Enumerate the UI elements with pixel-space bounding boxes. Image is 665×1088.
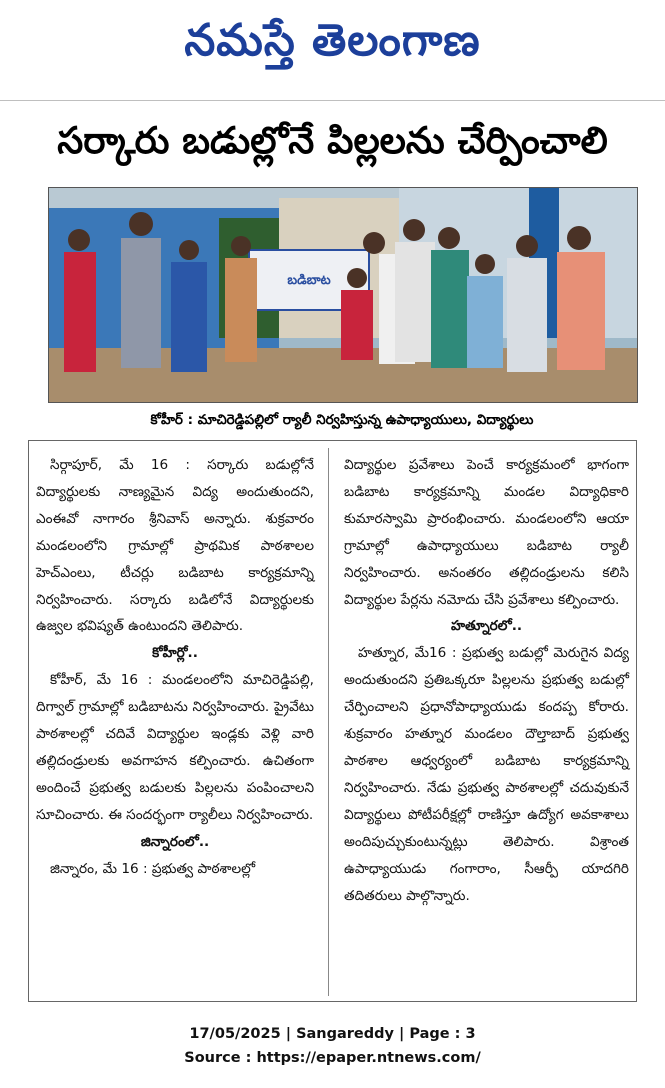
paragraph-kohir: కోహీర్, మే 16 : మండలంలోని మాచిరెడ్డిపల్లి, దిగ్వాల్ గ్రామాల్లో బడిబాటను నిర్వహించారు. ప్రైవేటు పాఠశాలల్లో చదివే విద్యార్థుల ఇండ్లకు వెళ్లి వారి తల్లిదండ్రులకు అవగాహన కల్పించారు. ఉచితంగా అందించే ప్రభుత్వ బడులకు పిల్లలను పంపించాలని సూచించారు. ఈ సందర్భంగా ర్యాలీలు నిర్వహించారు.: [36, 672, 314, 823]
footer-date-edition: 17/05/2025 | Sangareddy | Page : 3: [189, 1026, 476, 1042]
page-footer: [0, 1022, 665, 1070]
masthead-divider: [0, 100, 665, 101]
paragraph-sirgapur: సిర్గాపూర్, మే 16 : సర్కారు బడుల్లోనే విద్యార్థులకు నాణ్యమైన విద్య అందుతుందని, ఎంఈవో నాగారం శ్రీనివాస్ అన్నారు. శుక్రవారం మండలంలోని గ్రామాల్లో ప్రాథమిక పాఠశాలల హెచ్ఎంలు, టీచర్లు బడిబాట కార్యక్రమాన్ని నిర్వహించారు. సర్కారు బడిలోనే విద్యార్థులకు ఉజ్వల భవిష్యత్ ఉంటుందని తెలిపారు.: [36, 457, 314, 635]
subheading-jinnaram: జిన్నారంలో..: [140, 833, 210, 850]
article-column-left: [36, 452, 314, 883]
masthead: [0, 0, 665, 92]
newspaper-title: నమస్తే తెలంగాణ: [184, 15, 481, 66]
column-divider: [328, 448, 329, 996]
subheading-kohir: కోహీర్లో..: [152, 645, 198, 662]
subheading-hatnura: హత్నూరలో..: [450, 618, 523, 635]
photo-banner-text: బడిబాట: [287, 273, 331, 288]
paragraph-hatnura: హత్నూర, మే16 : ప్రభుత్వ బడుల్లో మెరుగైన విద్య అందుతుందని ప్రతిఒక్కరూ పిల్లలను ప్రభుత్వ బడుల్లో చేర్పించాలని ప్రధానోపాధ్యాయుడు కందప్ప కోరారు. శుక్రవారం హత్నూర మండలం దౌల్తాబాద్ ప్రభుత్వ పాఠశాల ఆధ్వర్యంలో బడిబాట కార్యక్రమాన్ని నిర్వహించారు. నేడు ప్రభుత్వ పాఠశాలల్లో చదువుకునే విద్యార్థులు పోటీపరీక్షల్లో రాణిస్తూ ఉద్యోగ అవకాశాలు అందిపుచ్చుకుంటున్నట్లు తెలిపారు. విశ్రాంత ఉపాధ్యాయుడు గంగారాం, సీఆర్పీ యాదగిరి తదితరులు పాల్గొన్నారు.: [344, 645, 629, 904]
paragraph-jinnaram-continued: విద్యార్థుల ప్రవేశాలు పెంచే కార్యక్రమంలో భాగంగా బడిబాట కార్యక్రమాన్ని మండల విద్యాధికారి కుమారస్వామి ప్రారంభించారు. మండలంలోని ఆయా గ్రామాల్లో ఉపాధ్యాయులు బడిబాట ర్యాలీ నిర్వహించారు. అనంతరం తల్లిదండ్రులను కలిసి విద్యార్థుల పేర్లను నమోదు చేసి ప్రవేశాలు కల్పించారు.: [344, 457, 629, 608]
photo-caption: కోహీర్ : మాచిరెడ్డిపల్లిలో ర్యాలీ నిర్వహిస్తున్న ఉపాధ్యాయులు, విద్యార్థులు: [150, 411, 534, 428]
rally-photo-illustration: [49, 188, 637, 402]
article-headline: సర్కారు బడుల్లోనే పిల్లలను చేర్పించాలి: [57, 119, 608, 162]
footer-source: Source : https://epaper.ntnews.com/: [184, 1050, 481, 1066]
article-column-right: [344, 452, 629, 909]
paragraph-jinnaram: జిన్నారం, మే 16 : ప్రభుత్వ పాఠశాలల్లో: [50, 860, 256, 877]
article-photo: [48, 187, 638, 403]
